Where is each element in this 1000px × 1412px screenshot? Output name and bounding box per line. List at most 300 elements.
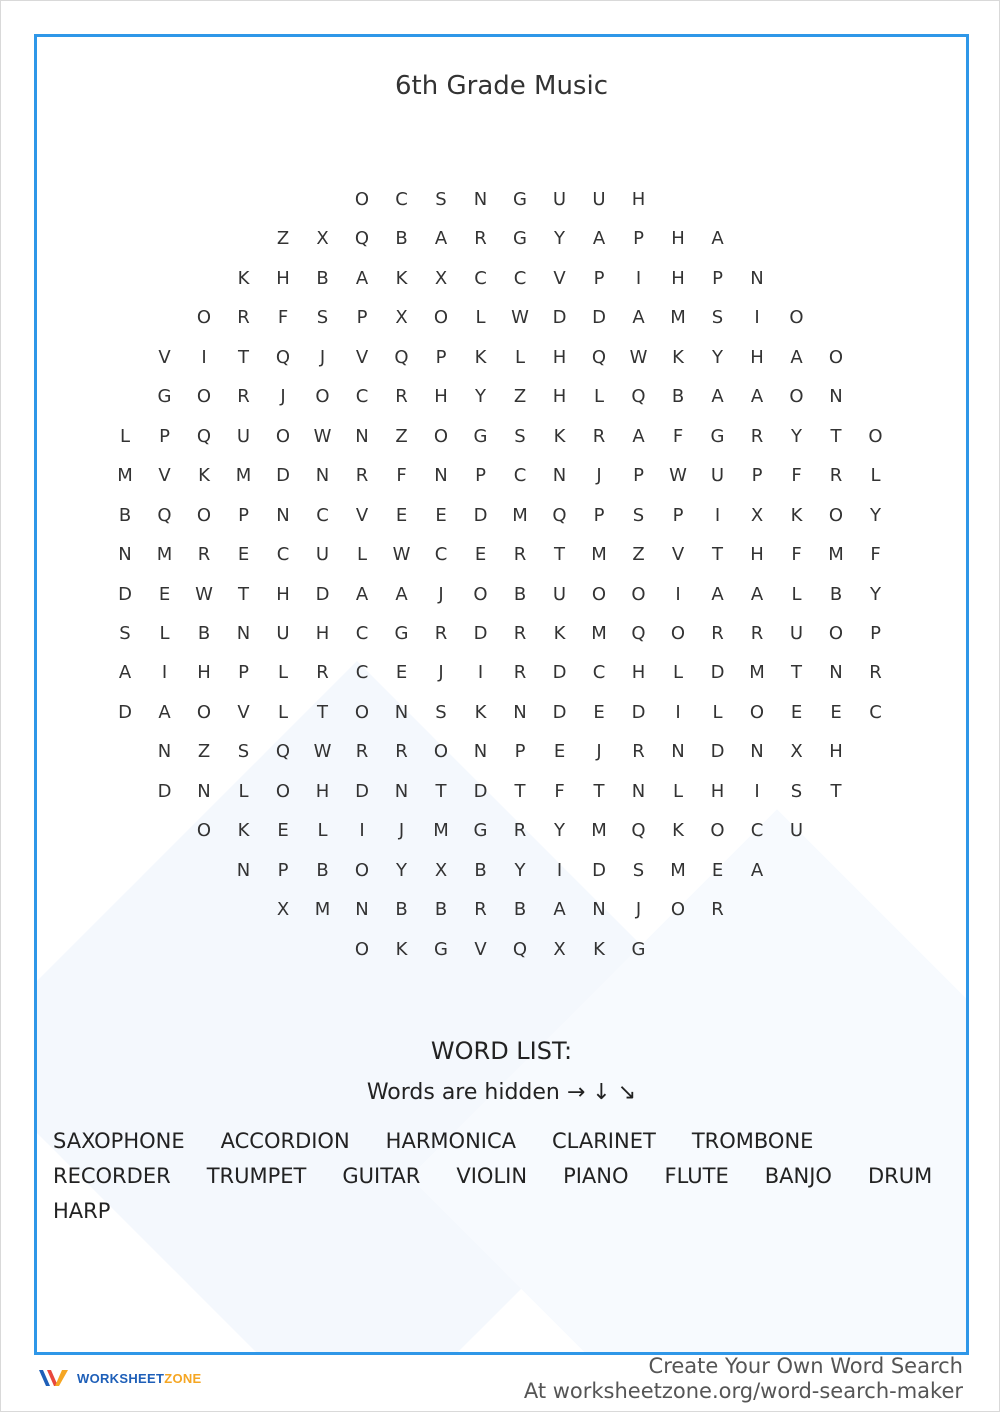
grid-letter: P: [356, 307, 368, 329]
grid-letter: Y: [514, 859, 526, 881]
grid-letter: R: [513, 622, 527, 644]
grid-letter: N: [592, 899, 606, 921]
grid-letter: K: [593, 938, 605, 960]
grid-letter: T: [791, 662, 802, 684]
grid-letter: S: [316, 307, 329, 329]
grid-letter: N: [236, 859, 251, 881]
grid-letter: J: [319, 346, 326, 368]
grid-letter: U: [315, 544, 330, 566]
grid-letter: C: [869, 701, 882, 723]
grid-letter: P: [672, 504, 684, 526]
grid-letter: S: [237, 741, 250, 763]
grid-letter: R: [355, 741, 369, 763]
grid-letter: L: [119, 425, 131, 447]
grid-letter: H: [631, 189, 646, 210]
grid-letter: W: [313, 425, 332, 447]
grid-letter: R: [197, 544, 211, 566]
grid-letter: O: [196, 504, 212, 526]
grid-letter: N: [118, 544, 132, 566]
logo-wordmark-part1: WORKSHEET: [77, 1370, 165, 1386]
word-list-item: CLARINET: [552, 1129, 656, 1153]
grid-letter: D: [118, 583, 132, 605]
grid-letter: S: [632, 504, 645, 526]
grid-letter: N: [631, 780, 646, 802]
grid-letter: M: [670, 859, 686, 881]
grid-letter: T: [238, 346, 249, 368]
grid-letter: O: [354, 938, 370, 960]
grid-letter: A: [790, 346, 803, 368]
grid-letter: H: [276, 583, 290, 605]
grid-letter: L: [356, 544, 368, 566]
grid-letter: D: [276, 465, 290, 487]
grid-letter: Z: [276, 228, 290, 250]
grid-letter: K: [553, 622, 566, 644]
grid-letter: F: [672, 425, 684, 447]
grid-letter: H: [829, 741, 843, 763]
grid-letter: I: [754, 780, 760, 802]
grid-letter: O: [275, 780, 291, 802]
grid-letter: R: [434, 622, 448, 644]
grid-letter: G: [631, 938, 646, 960]
grid-letter: I: [714, 504, 721, 526]
grid-letter: N: [157, 741, 172, 763]
grid-letter: M: [314, 899, 331, 921]
grid-letter: N: [394, 780, 409, 802]
grid-letter: S: [711, 307, 724, 329]
grid-letter: T: [554, 544, 565, 566]
grid-letter: P: [159, 425, 170, 447]
grid-letter: D: [473, 504, 488, 526]
grid-letter: H: [710, 780, 725, 802]
grid-letter: M: [156, 544, 173, 566]
grid-letter: H: [750, 544, 764, 566]
grid-letter: F: [277, 307, 289, 329]
worksheetzone-logo[interactable]: [37, 1367, 202, 1389]
grid-letter: D: [710, 741, 725, 763]
grid-letter: B: [474, 859, 487, 881]
grid-letter: V: [355, 346, 369, 368]
grid-letter: B: [513, 583, 527, 605]
grid-letter: E: [237, 544, 250, 566]
grid-letter: A: [355, 267, 369, 289]
grid-letter: X: [276, 899, 290, 921]
grid-letter: Q: [631, 622, 646, 644]
grid-letter: K: [553, 425, 566, 447]
grid-letter: D: [552, 307, 567, 329]
grid-letter: U: [236, 425, 251, 447]
grid-letter: O: [354, 189, 370, 210]
logo-wordmark: [77, 1371, 202, 1386]
grid-letter: M: [670, 307, 686, 329]
grid-letter: K: [395, 267, 408, 289]
grid-letter: F: [554, 780, 565, 802]
grid-letter: E: [474, 544, 487, 566]
grid-letter: K: [790, 504, 803, 526]
grid-letter: E: [435, 504, 447, 526]
grid-letter: W: [313, 741, 332, 763]
word-list-item: BANJO: [764, 1164, 832, 1188]
grid-letter: R: [316, 662, 329, 684]
grid-letter: L: [277, 701, 289, 723]
grid-letter: U: [710, 465, 725, 487]
grid-letter: Y: [475, 386, 486, 408]
grid-letter: K: [474, 346, 487, 368]
grid-letter: H: [552, 386, 567, 408]
grid-letter: O: [631, 583, 646, 605]
grid-letter: S: [435, 701, 447, 723]
grid-letter: W: [669, 465, 687, 487]
grid-letter: R: [513, 662, 527, 684]
grid-letter: A: [395, 583, 408, 605]
word-list-item: PIANO: [563, 1164, 629, 1188]
word-list-item: HARP: [53, 1199, 111, 1223]
grid-letter: T: [830, 425, 842, 447]
grid-letter: N: [276, 504, 290, 526]
grid-letter: I: [477, 662, 484, 684]
grid-letter: K: [395, 938, 408, 960]
grid-letter: W: [195, 583, 213, 605]
word-list-item: RECORDER: [53, 1164, 171, 1188]
grid-letter: G: [394, 622, 409, 644]
grid-letter: L: [672, 780, 684, 802]
grid-letter: N: [473, 741, 488, 763]
grid-letter: G: [513, 189, 527, 210]
grid-letter: P: [435, 346, 447, 368]
grid-letter: V: [671, 544, 685, 566]
grid-letter: X: [750, 504, 764, 526]
grid-letter: L: [672, 662, 684, 684]
grid-letter: O: [749, 701, 765, 723]
grid-letter: A: [592, 228, 606, 250]
grid-letter: R: [237, 386, 250, 408]
grid-letter: C: [750, 820, 764, 842]
word-list: [53, 1127, 933, 1225]
grid-letter: I: [754, 307, 760, 329]
grid-letter: O: [196, 307, 212, 329]
grid-letter: O: [868, 425, 883, 447]
grid-letter: R: [474, 899, 487, 921]
grid-letter: R: [829, 465, 843, 487]
grid-letter: P: [514, 741, 526, 763]
grid-letter: Q: [354, 228, 370, 250]
grid-letter: D: [473, 780, 488, 802]
grid-letter: N: [750, 267, 764, 289]
grid-letter: S: [632, 859, 645, 881]
word-list-item: GUITAR: [342, 1164, 421, 1188]
grid-letter: D: [710, 662, 725, 684]
grid-letter: J: [398, 820, 405, 842]
grid-letter: G: [513, 228, 527, 250]
grid-letter: O: [670, 899, 686, 921]
grid-letter: P: [633, 465, 644, 487]
grid-letter: I: [675, 701, 681, 723]
grid-letter: J: [596, 741, 602, 763]
grid-letter: J: [635, 899, 642, 921]
grid-letter: L: [712, 701, 723, 723]
direction-hint: Words are hidden → ↓ ↘: [366, 1080, 637, 1105]
grid-letter: L: [791, 583, 802, 605]
grid-letter: L: [317, 820, 328, 842]
grid-letter: V: [158, 346, 171, 368]
grid-letter: P: [593, 504, 605, 526]
grid-letter: K: [672, 820, 684, 842]
grid-letter: L: [238, 780, 249, 802]
grid-letter: M: [591, 622, 607, 644]
grid-letter: L: [277, 662, 289, 684]
grid-letter: O: [789, 386, 804, 408]
grid-letter: K: [474, 701, 487, 723]
grid-letter: U: [552, 583, 567, 605]
grid-letter: O: [828, 346, 844, 368]
grid-letter: P: [277, 859, 289, 881]
grid-letter: L: [475, 307, 486, 329]
grid-letter: C: [434, 544, 448, 566]
grid-letter: L: [514, 346, 526, 368]
grid-letter: O: [354, 701, 370, 723]
grid-letter: I: [161, 662, 168, 684]
grid-letter: E: [553, 741, 566, 763]
worksheet-title: 6th Grade Music: [395, 71, 608, 101]
grid-letter: A: [711, 386, 724, 408]
grid-letter: P: [633, 228, 644, 250]
grid-letter: H: [315, 622, 330, 644]
grid-letter: D: [552, 701, 567, 723]
grid-letter: D: [315, 583, 330, 605]
grid-letter: Q: [631, 386, 646, 408]
grid-letter: I: [635, 267, 642, 289]
grid-letter: Y: [554, 228, 565, 250]
grid-letter: V: [553, 267, 566, 289]
grid-letter: Q: [157, 504, 172, 526]
grid-letter: A: [750, 859, 764, 881]
grid-letter: P: [475, 465, 486, 487]
grid-letter: C: [513, 267, 527, 289]
grid-letter: E: [711, 859, 724, 881]
grid-letter: L: [593, 386, 605, 408]
word-list-item: TROMBONE: [691, 1129, 814, 1153]
grid-letter: R: [513, 820, 527, 842]
grid-letter: R: [237, 307, 250, 329]
grid-letter: E: [158, 583, 171, 605]
grid-letter: C: [355, 662, 369, 684]
word-list-item: DRUM: [867, 1164, 933, 1188]
grid-letter: T: [514, 780, 526, 802]
grid-letter: I: [201, 346, 207, 368]
grid-letter: O: [670, 622, 686, 644]
grid-letter: T: [238, 583, 249, 605]
grid-letter: F: [791, 544, 802, 566]
grid-letter: T: [712, 544, 723, 566]
grid-letter: Y: [870, 504, 881, 526]
grid-letter: D: [355, 780, 369, 802]
grid-letter: E: [790, 701, 803, 723]
grid-letter: R: [592, 425, 606, 447]
grid-letter: K: [237, 820, 250, 842]
footer-line-1: Create Your Own Word Search: [648, 1354, 963, 1378]
grid-letter: I: [359, 820, 365, 842]
grid-letter: B: [434, 899, 448, 921]
grid-letter: S: [514, 425, 526, 447]
word-list-item: FLUTE: [664, 1164, 729, 1188]
grid-letter: X: [553, 938, 566, 960]
grid-letter: L: [870, 465, 881, 487]
grid-letter: J: [438, 662, 444, 684]
word-list-item: HARMONICA: [385, 1129, 516, 1153]
grid-letter: C: [513, 465, 527, 487]
grid-letter: H: [671, 228, 685, 250]
grid-letter: Q: [196, 425, 212, 447]
grid-letter: C: [276, 544, 290, 566]
grid-letter: A: [355, 583, 369, 605]
footer-credit: [524, 1354, 963, 1404]
grid-letter: H: [750, 346, 764, 368]
grid-letter: O: [828, 622, 844, 644]
word-list-item: ACCORDION: [220, 1129, 350, 1153]
grid-letter: H: [671, 267, 685, 289]
grid-letter: M: [749, 662, 765, 684]
grid-letter: O: [196, 820, 212, 842]
grid-letter: I: [556, 859, 563, 881]
grid-letter: P: [593, 267, 605, 289]
grid-letter: G: [157, 386, 172, 408]
grid-letter: B: [316, 267, 329, 289]
grid-letter: M: [235, 465, 252, 487]
grid-letter: K: [198, 465, 210, 487]
grid-letter: Y: [870, 583, 881, 605]
grid-letter: R: [632, 741, 645, 763]
grid-letter: D: [118, 701, 132, 723]
grid-letter: D: [592, 307, 606, 329]
grid-letter: I: [675, 583, 681, 605]
grid-letter: G: [434, 938, 448, 960]
grid-letter: H: [631, 662, 646, 684]
grid-letter: A: [750, 583, 764, 605]
grid-letter: E: [395, 504, 408, 526]
word-list-item: SAXOPHONE: [53, 1129, 185, 1153]
grid-letter: O: [433, 307, 449, 329]
grid-letter: M: [591, 820, 607, 842]
grid-letter: S: [119, 622, 131, 644]
grid-letter: B: [829, 583, 843, 605]
grid-letter: K: [237, 267, 250, 289]
grid-letter: A: [750, 386, 764, 408]
grid-letter: A: [434, 228, 448, 250]
grid-letter: Z: [513, 386, 527, 408]
grid-letter: Q: [394, 346, 409, 368]
grid-letter: O: [473, 583, 488, 605]
grid-letter: O: [828, 504, 844, 526]
grid-letter: F: [791, 465, 802, 487]
grid-letter: R: [711, 622, 724, 644]
grid-letter: O: [710, 820, 725, 842]
grid-letter: U: [789, 622, 804, 644]
grid-letter: R: [395, 386, 408, 408]
grid-letter: N: [197, 780, 211, 802]
grid-letter: E: [277, 820, 289, 842]
grid-letter: O: [196, 386, 212, 408]
grid-letter: G: [473, 820, 488, 842]
grid-letter: A: [711, 583, 724, 605]
grid-letter: O: [196, 701, 212, 723]
grid-letter: X: [790, 741, 803, 763]
word-list-title: WORD LIST:: [430, 1037, 573, 1065]
worksheetzone-logo-icon: [37, 1367, 71, 1389]
grid-letter: A: [632, 307, 645, 329]
grid-letter: H: [276, 267, 290, 289]
grid-letter: H: [434, 386, 448, 408]
grid-letter: W: [629, 346, 648, 368]
grid-letter: Y: [396, 859, 407, 881]
grid-letter: U: [789, 820, 804, 842]
grid-letter: H: [197, 662, 211, 684]
grid-letter: C: [474, 267, 487, 289]
grid-letter: D: [157, 780, 172, 802]
grid-letter: H: [315, 780, 330, 802]
grid-letter: K: [672, 346, 684, 368]
grid-letter: A: [711, 228, 724, 250]
footer-line-2[interactable]: At worksheetzone.org/word-search-maker: [523, 1379, 963, 1403]
grid-letter: N: [513, 701, 527, 723]
grid-letter: Y: [712, 346, 723, 368]
grid-letter: C: [592, 662, 606, 684]
grid-letter: O: [433, 425, 449, 447]
grid-letter: O: [789, 307, 804, 329]
grid-letter: P: [712, 267, 723, 289]
grid-letter: B: [316, 859, 329, 881]
grid-letter: P: [870, 622, 881, 644]
grid-letter: Z: [632, 544, 645, 566]
letter-grid: [37, 37, 966, 1037]
grid-letter: C: [355, 386, 369, 408]
grid-letter: R: [869, 662, 882, 684]
grid-letter: F: [396, 465, 407, 487]
grid-letter: H: [552, 346, 567, 368]
grid-letter: T: [317, 701, 328, 723]
grid-letter: N: [829, 386, 843, 408]
grid-letter: Q: [275, 741, 291, 763]
grid-letter: B: [671, 386, 685, 408]
grid-letter: V: [355, 504, 369, 526]
grid-letter: N: [671, 741, 685, 763]
grid-letter: N: [552, 465, 567, 487]
word-list-item: VIOLIN: [456, 1164, 528, 1188]
grid-letter: M: [591, 544, 607, 566]
grid-letter: M: [828, 544, 844, 566]
grid-letter: M: [433, 820, 449, 842]
grid-letter: W: [392, 544, 411, 566]
grid-letter: N: [355, 425, 369, 447]
grid-letter: A: [158, 701, 171, 723]
grid-letter: M: [512, 504, 528, 526]
grid-letter: Q: [512, 938, 528, 960]
logo-wordmark-part2: ZONE: [164, 1370, 202, 1386]
grid-letter: J: [596, 465, 602, 487]
grid-letter: L: [159, 622, 170, 644]
grid-letter: T: [435, 780, 447, 802]
grid-letter: C: [395, 189, 408, 210]
grid-letter: C: [355, 622, 369, 644]
grid-letter: U: [552, 189, 567, 210]
grid-letter: O: [433, 741, 449, 763]
grid-letter: T: [830, 780, 842, 802]
worksheet-frame: [34, 34, 969, 1355]
grid-letter: B: [395, 228, 408, 250]
grid-letter: R: [750, 425, 764, 447]
grid-letter: V: [158, 465, 171, 487]
grid-letter: X: [434, 859, 448, 881]
grid-letter: U: [592, 189, 606, 210]
grid-letter: R: [711, 899, 724, 921]
